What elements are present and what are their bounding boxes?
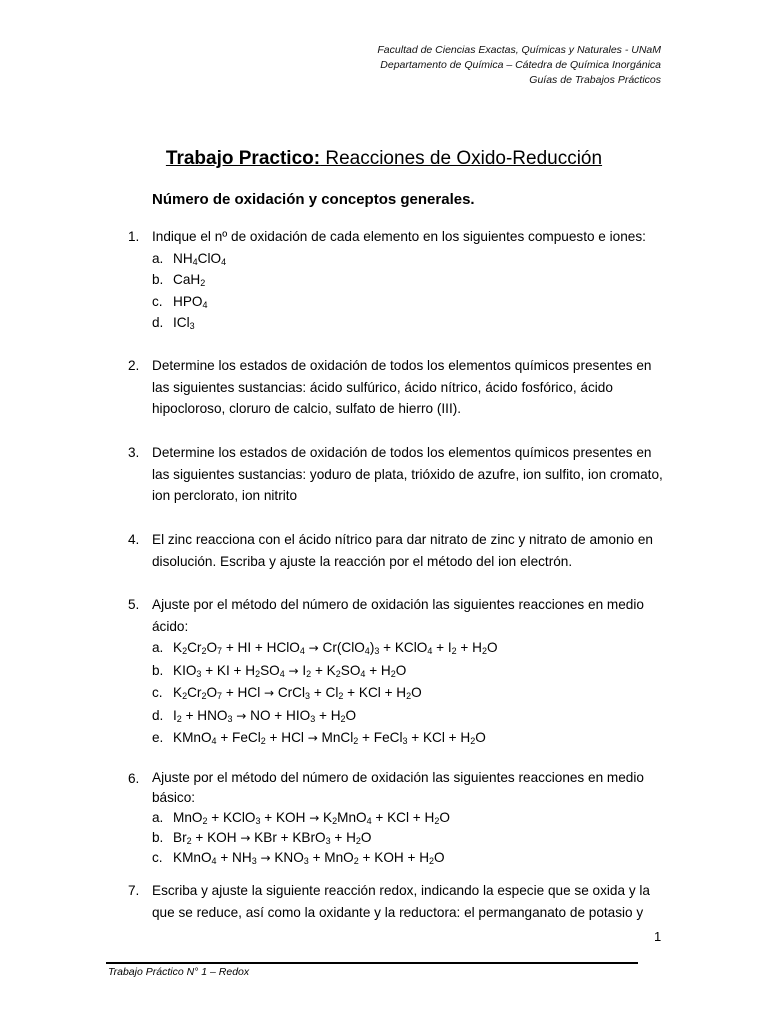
question-5 bbox=[128, 594, 668, 750]
item-letter: a. bbox=[152, 640, 164, 655]
formula-item: d. ICl$_3$ bbox=[152, 312, 668, 334]
question-number: 7. bbox=[128, 883, 140, 898]
question-text: Determine los estados de oxidación de todos los elementos químicos presentes en las siguientes sustancias: ácido sulfúrico, ácido nítrico, ácido fosfórico, ácido hipocloroso, cloruro de calcio, sulfato de hierro (III). bbox=[152, 358, 652, 416]
question-text: Ajuste por el método del número de oxidación las siguientes reacciones en medio ácido: bbox=[152, 597, 644, 634]
item-letter: d. bbox=[152, 315, 164, 330]
item-letter: c. bbox=[152, 293, 163, 309]
header-department: Departamento de Química – Cátedra de Química Inorgánica bbox=[380, 59, 661, 71]
formula-item: c. $HPO_4$ bbox=[152, 291, 668, 313]
footer-divider bbox=[106, 962, 638, 964]
page-header bbox=[377, 43, 661, 88]
reaction-item: e. KMnO$_4$ + FeCl$_2$ + HCl → MnCl$_2$ + FeCl$_3$ + KCl + $H_2O$ bbox=[152, 727, 668, 750]
document-title bbox=[0, 147, 768, 171]
item-letter: a. bbox=[152, 810, 164, 825]
item-letter: b. bbox=[152, 830, 164, 845]
item-letter: e. bbox=[152, 730, 164, 745]
formula-item: b. CaH$_2$ bbox=[152, 269, 668, 291]
question-number: 6. bbox=[128, 771, 140, 786]
title-bold: Trabajo Practico: bbox=[165, 148, 321, 169]
page-number: 1 bbox=[654, 929, 662, 944]
question-2 bbox=[128, 355, 668, 420]
item-letter: b. bbox=[152, 272, 164, 287]
reaction-item: b. $KIO_3$ + KI + $H_2SO_4 \to I_2 + K_2SO_4 + H_2O$ bbox=[152, 660, 668, 683]
question-text: El zinc reacciona con el ácido nítrico para dar nitrato de zinc y nitrato de amonio en disolución. Escriba y ajuste la reacción por el método del ion electrón. bbox=[152, 532, 653, 569]
header-guide: Guías de Trabajos Prácticos bbox=[529, 74, 661, 86]
reaction-item: a. MnO$_2$ + KClO$_3$ + KOH → $K_2MnO_4$ + KCl + $H_2O$ bbox=[152, 810, 450, 826]
question-4 bbox=[128, 529, 668, 572]
question-1 bbox=[128, 226, 668, 334]
formula-item: a. $NH_4ClO_4$ bbox=[152, 248, 668, 270]
item-letter: c. bbox=[152, 850, 163, 865]
reaction-item: c. KMnO$_4$ + $NH_3 \to KNO_3 + MnO_2$ + KOH + $H_2O$ bbox=[152, 850, 445, 866]
question-text: Escriba y ajuste la siguiente reacción redox, indicando la especie que se oxida y la que se reduce, así como la oxidante y la reductora: el permanganato de potasio y bbox=[152, 883, 650, 920]
question-6 bbox=[128, 768, 668, 868]
question-number: 3. bbox=[128, 445, 140, 460]
reaction-item: c. $K_2Cr_2O_7$ + HCl → CrCl$_3$ + $Cl_2$ + KCl + $H_2O$ bbox=[152, 682, 668, 705]
question-text: Determine los estados de oxidación de todos los elementos químicos presentes en las siguientes sustancias: yoduro de plata, trióxido de azufre, ion sulfito, ion cromato, ion perclorato, ion nitrito bbox=[152, 445, 663, 503]
reaction-item: d. $I_2 + HNO_3$ → NO + $HIO_3 + H_2O$ bbox=[152, 705, 668, 728]
question-7 bbox=[128, 880, 668, 923]
question-3 bbox=[128, 442, 668, 507]
item-letter: c. bbox=[152, 685, 163, 700]
item-letter: d. bbox=[152, 707, 164, 723]
question-number: 5. bbox=[128, 597, 140, 612]
item-letter: a. bbox=[152, 250, 164, 266]
question-number: 2. bbox=[128, 358, 140, 373]
item-letter: b. bbox=[152, 662, 164, 678]
question-text: Indique el nº de oxidación de cada elemento en los siguientes compuesto e iones: bbox=[152, 229, 646, 244]
reaction-item: a. $K_2Cr_2O_7$ + HI + HClO$_4$ → $Cr(ClO_4)_3$ + KClO$_4$ + $I_2 + H_2O$ bbox=[152, 637, 668, 660]
header-faculty: Facultad de Ciencias Exactas, Químicas y Naturales - UNaM bbox=[377, 44, 661, 56]
question-number: 4. bbox=[128, 532, 140, 547]
page-footer: Trabajo Práctico N° 1 – Redox bbox=[108, 966, 250, 978]
question-text: Ajuste por el método del número de oxidación las siguientes reacciones en medio básico: bbox=[152, 770, 644, 805]
question-number: 1. bbox=[128, 229, 140, 244]
title-rest: Reacciones de Oxido-Reducción bbox=[320, 148, 603, 169]
reaction-item: b. $Br_2$ + KOH → KBr + KBrO$_3$ + $H_2O$ bbox=[152, 830, 372, 846]
section-heading: Número de oxidación y conceptos generales. bbox=[152, 191, 475, 208]
